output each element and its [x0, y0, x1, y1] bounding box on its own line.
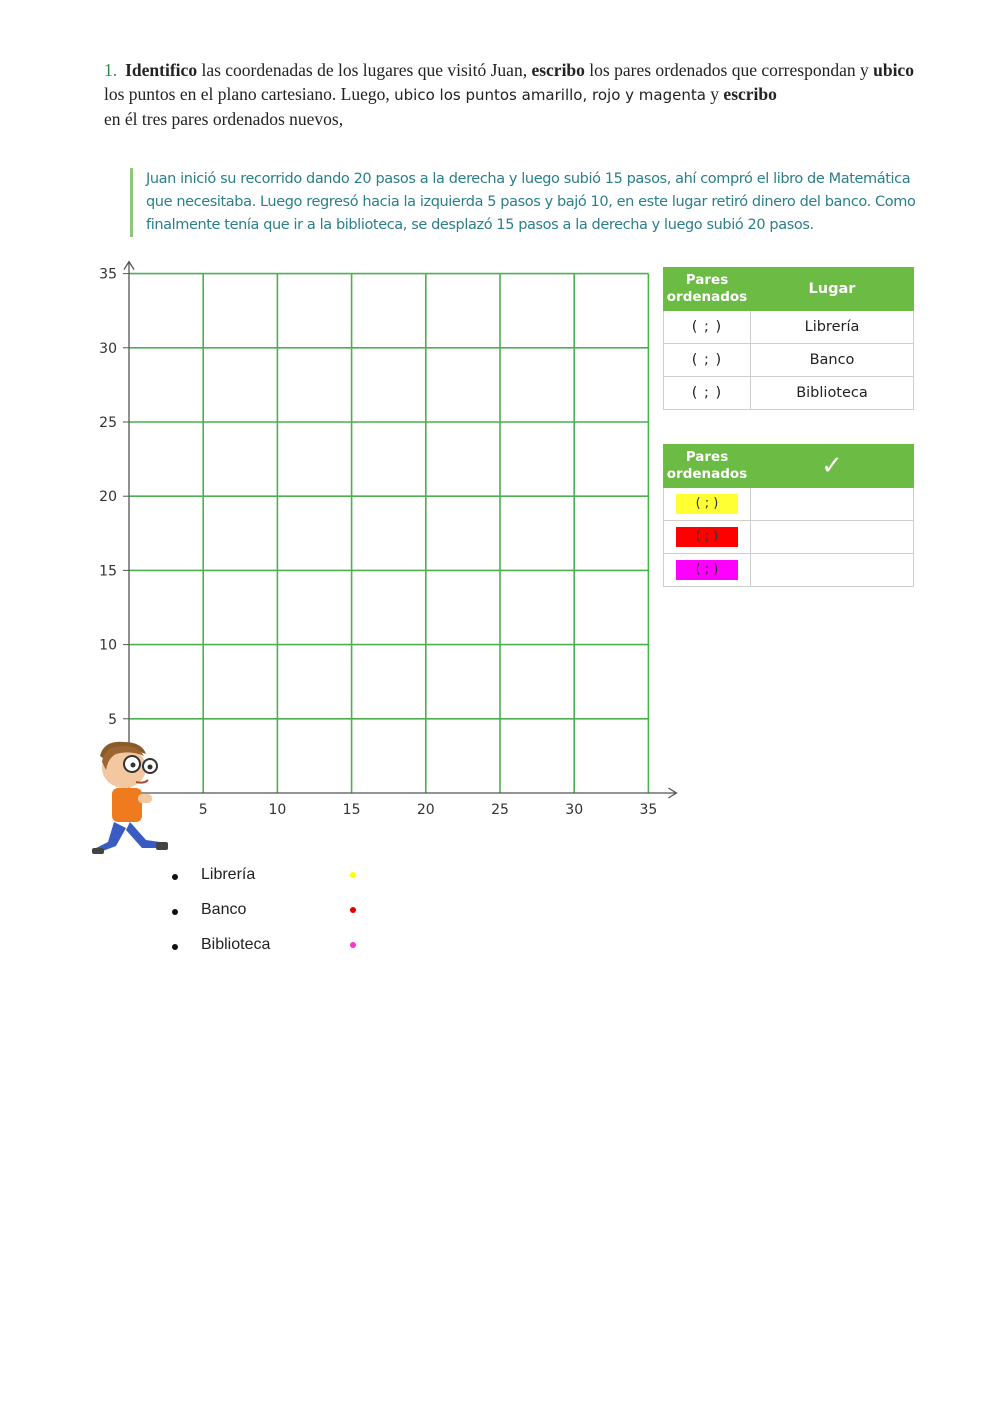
yellow-pair-input[interactable]: ( ; ) — [676, 494, 738, 514]
boy-character-illustration — [90, 738, 170, 860]
yellow-dot-icon — [350, 872, 356, 878]
check-cell[interactable] — [751, 554, 914, 587]
x-tick-label: 5 — [198, 802, 208, 818]
x-tick-label: 30 — [565, 802, 584, 818]
table-row — [664, 554, 914, 587]
table-row — [664, 311, 914, 344]
inserted-instruction: ubico los puntos amarillo, rojo y magenta — [394, 86, 706, 104]
legend-label: Biblioteca — [201, 936, 271, 953]
magenta-dot-icon — [350, 942, 356, 948]
axes — [123, 262, 676, 798]
table-row — [664, 488, 914, 521]
story-text: Juan inició su recorrido dando 20 pasos a la derecha y luego subió 15 pasos, ahí compró el libro de Matemática que necesitaba. Luego regresó hacia la izquierda 5 pasos y bajó 10, en este lugar retiró dinero del banco. Como finalmente tenía que ir a la biblioteca, se desplazó 15 pasos a la derecha y luego subió 20 pasos. — [130, 168, 932, 237]
place-cell: Librería — [751, 311, 914, 344]
keyword-identifico: Identifico — [125, 60, 198, 80]
y-tick-label: 10 — [99, 637, 117, 654]
checkmark-icon: ✓ — [751, 445, 914, 488]
places-header-place: Lugar — [751, 268, 914, 311]
keyword-ubico: ubico — [873, 60, 914, 80]
y-tick-label: 35 — [99, 266, 117, 283]
place-cell: Biblioteca — [751, 377, 914, 410]
pair-input[interactable]: ( ; ) — [664, 344, 751, 377]
new-pairs-table — [663, 444, 914, 587]
question-number: 1. — [104, 60, 118, 80]
bullet-icon — [172, 874, 178, 880]
check-cell[interactable] — [751, 488, 914, 521]
check-cell[interactable] — [751, 521, 914, 554]
place-cell: Banco — [751, 344, 914, 377]
x-tick-label: 25 — [491, 802, 509, 818]
places-header-pairs: Pares ordenados — [664, 268, 751, 311]
legend-label: Librería — [201, 866, 256, 883]
x-tick-label: 15 — [342, 802, 361, 818]
red-dot-icon — [350, 907, 356, 913]
x-tick-label: 10 — [268, 802, 287, 818]
y-tick-label: 15 — [99, 563, 117, 580]
bullet-icon — [172, 909, 178, 915]
keyword-escribo-2: escribo — [723, 84, 777, 104]
y-tick-label: 20 — [99, 489, 117, 506]
red-pair-input[interactable]: ( ; ) — [676, 527, 738, 547]
y-tick-label: 25 — [99, 415, 117, 431]
new-pairs-header: Pares ordenados — [664, 445, 751, 488]
table-row — [664, 344, 914, 377]
keyword-escribo: escribo — [531, 60, 585, 80]
magenta-pair-input[interactable]: ( ; ) — [676, 560, 738, 580]
pair-input[interactable]: ( ; ) — [664, 311, 751, 344]
y-tick-label: 5 — [108, 711, 117, 728]
question-text: 1. Identifico las coordenadas de los lugares que visitó Juan, escribo los pares ordenados que correspondan y ubico los puntos en el plano cartesiano. Luego, ubico los puntos amarillo, rojo y magenta y escribo en él tres pares ordenados nuevos, — [104, 60, 914, 129]
x-tick-label: 20 — [416, 802, 435, 818]
places-table — [663, 267, 914, 410]
pair-input[interactable]: ( ; ) — [664, 377, 751, 410]
table-row — [664, 377, 914, 410]
y-tick-label: 30 — [99, 340, 117, 357]
bullet-icon — [172, 944, 178, 950]
grid — [129, 274, 648, 793]
table-row — [664, 521, 914, 554]
legend-label: Banco — [201, 901, 247, 918]
x-tick-label: 35 — [639, 802, 658, 818]
